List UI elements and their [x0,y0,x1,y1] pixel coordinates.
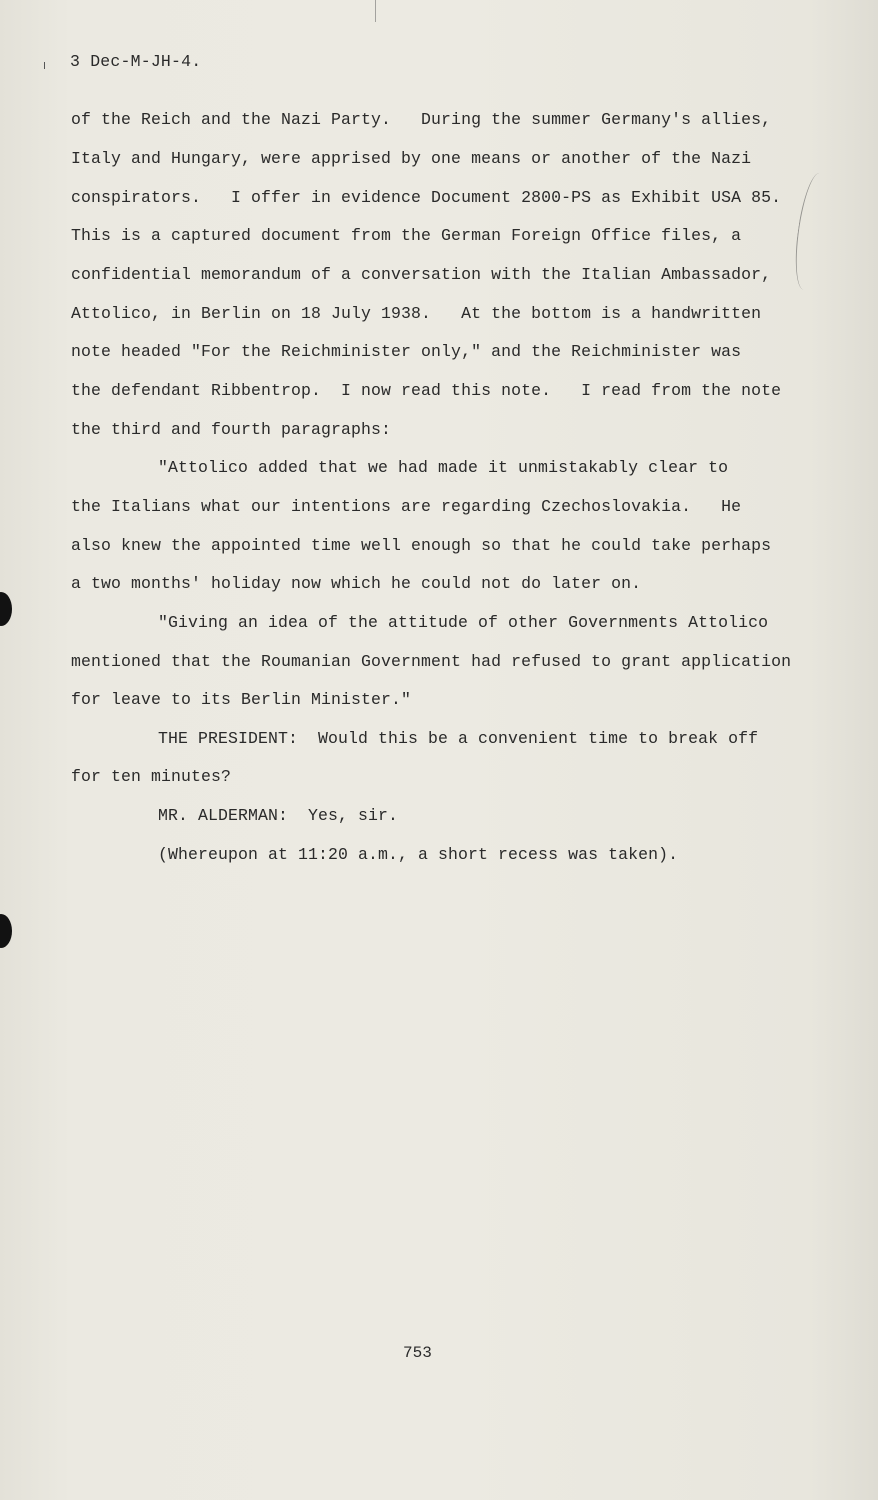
text-line: the Italians what our intentions are regarding Czechoslovakia. He [71,497,742,516]
quote-paragraph-start: "Attolico added that we had made it unmistakably clear to [158,458,729,477]
fold-mark [375,0,376,22]
quote-paragraph-start: "Giving an idea of the attitude of other Governments Attolico [158,613,769,632]
document-id: 3 Dec-M-JH-4. [70,52,202,71]
pencil-bracket-mark [790,171,829,291]
text-line: conspirators. I offer in evidence Document 2800-PS as Exhibit USA 85. [71,188,782,207]
text-line: the third and fourth paragraphs: [71,420,392,439]
margin-tick [44,62,45,69]
binding-hole [0,592,12,626]
stage-direction: (Whereupon at 11:20 a.m., a short recess was taken). [158,845,679,864]
text-line: This is a captured document from the German Foreign Office files, a [71,226,742,245]
text-line: mentioned that the Roumanian Government had refused to grant application [71,652,792,671]
text-line: for leave to its Berlin Minister." [71,690,412,709]
text-line: for ten minutes? [71,767,232,786]
text-line: of the Reich and the Nazi Party. During the summer Germany's allies, [71,110,772,129]
text-line: the defendant Ribbentrop. I now read this note. I read from the note [71,381,782,400]
text-line: Italy and Hungary, were apprised by one means or another of the Nazi [71,149,752,168]
speaker-line: MR. ALDERMAN: Yes, sir. [158,806,399,825]
text-line: Attolico, in Berlin on 18 July 1938. At the bottom is a handwritten [71,304,762,323]
text-line: a two months' holiday now which he could not do later on. [71,574,642,593]
text-line: also knew the appointed time well enough so that he could take perhaps [71,536,772,555]
text-line: confidential memorandum of a conversation with the Italian Ambassador, [71,265,772,284]
page-number: 753 [403,1344,432,1362]
text-line: note headed "For the Reichminister only," and the Reichminister was [71,342,742,361]
speaker-line: THE PRESIDENT: Would this be a convenient time to break off [158,729,759,748]
binding-hole [0,914,12,948]
